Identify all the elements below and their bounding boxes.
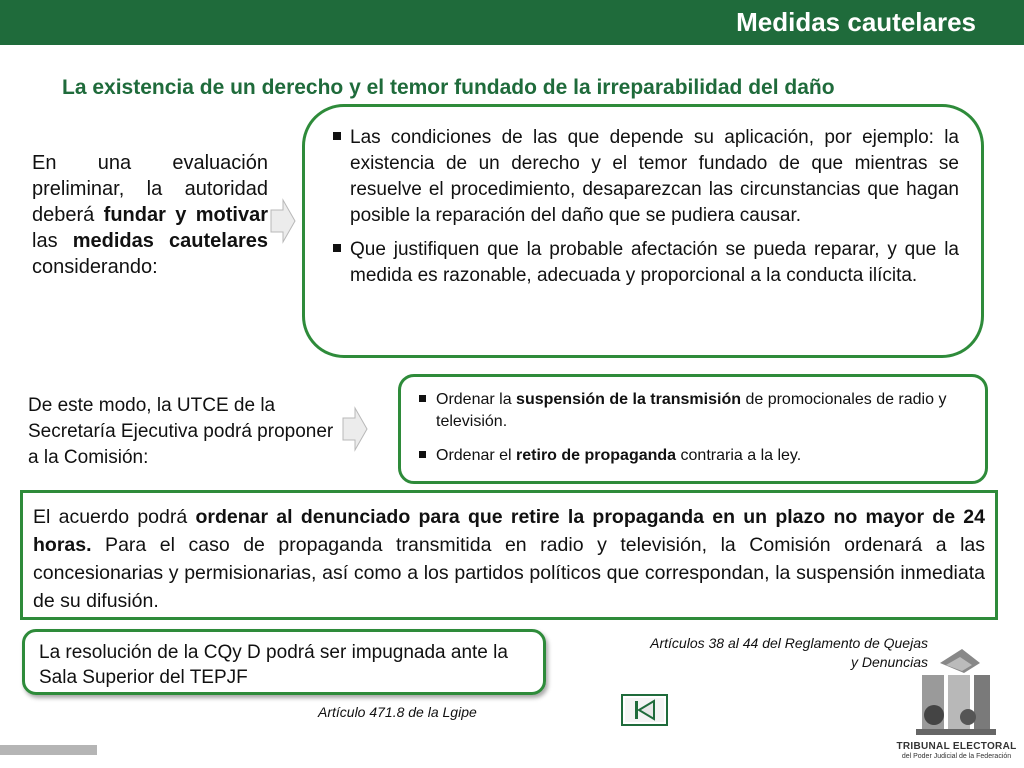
progress-bar (0, 745, 97, 755)
utce-text: De este modo, la UTCE de la Secretaría Ejecutiva podrá proponer a la Comisión: (28, 395, 334, 468)
bullet-icon (419, 451, 426, 458)
bullet-icon (419, 395, 426, 402)
medidas-cautelares-bold: medidas cautelares (72, 230, 268, 252)
agreement-box: El acuerdo podrá ordenar al denunciado para que retire la propaganda en un plazo no mayor de 24 horas. Para el caso de propaganda transmitida en radio y televisión, la Comisión ordenará a las concesionarias y permisionarias, así como a los partidos políticos que correspondan, la suspensión inmediata de su difusión. (20, 490, 998, 620)
reglamento-citation: Artículos 38 al 44 del Reglamento de Quejas y Denuncias (650, 635, 928, 670)
right-arrow-icon (342, 406, 368, 452)
bullet-icon (333, 132, 341, 140)
slide-subtitle: La existencia de un derecho y el temor fundado de la irreparabilidad del daño (62, 76, 835, 99)
logo-subtitle: del Poder Judicial de la Federación (901, 753, 1012, 760)
tribunal-seal-icon (894, 645, 1019, 741)
fundar-motivar-bold: fundar y motivar (103, 204, 268, 226)
list-item: Ordenar el retiro de propaganda contraria a la ley. (419, 445, 967, 467)
logo-title: TRIBUNAL ELECTORAL (896, 741, 1017, 752)
resolution-box: La resolución de la CQy D podrá ser impugnada ante la Sala Superior del TEPJF (22, 629, 546, 695)
tribunal-logo (894, 645, 1019, 763)
evaluation-text: En una evaluación preliminar, la autoridad deberá fundar y motivar las medidas cautelares considerando: (32, 152, 268, 278)
slide-title: Medidas cautelares (736, 7, 976, 37)
right-arrow-icon (270, 198, 296, 244)
conditions-box (302, 104, 984, 358)
lgipe-citation: Artículo 471.8 de la Lgipe (318, 704, 477, 720)
bullet-icon (333, 244, 341, 252)
header-bar (0, 0, 1024, 45)
proposals-box (398, 374, 988, 484)
first-page-button[interactable] (621, 694, 668, 726)
list-item: Que justifiquen que la probable afectación se pueda reparar, y que la medida es razonable, adecuada y proporcional a la conducta ilícita. (333, 237, 959, 289)
list-item: Ordenar la suspensión de la transmisión de promocionales de radio y televisión. (419, 389, 967, 433)
first-page-icon (623, 696, 666, 724)
list-item: Las condiciones de las que depende su aplicación, por ejemplo: la existencia de un derecho y el temor fundado de que mientras se resuelve el procedimiento, desaparezcan las circunstancias que hagan posible la reparación del daño que se pudiera causar. (333, 125, 959, 229)
